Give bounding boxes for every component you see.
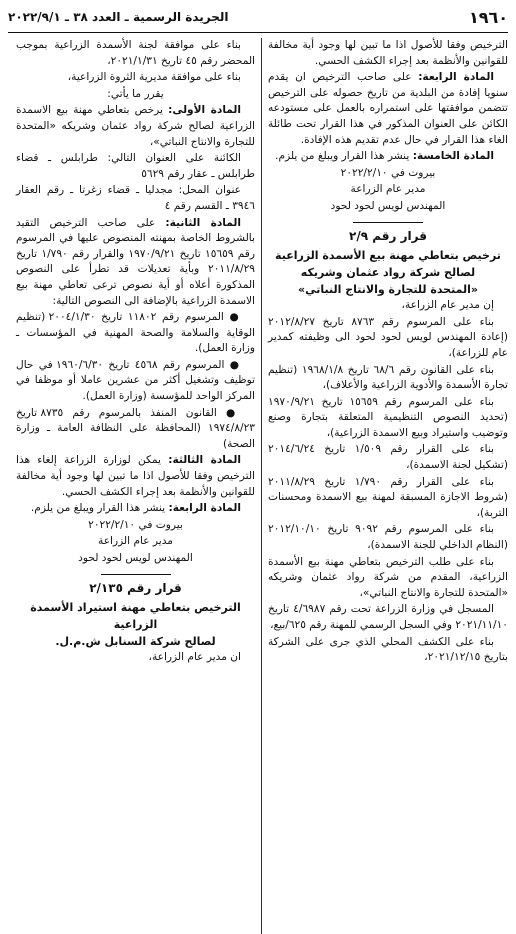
article-1-paragraph — [16, 103, 255, 150]
bullet-item: ● المرسوم رقم ٤٥٦٨ تاريخ ١٩٦٠/٦/٣٠ في حال توظيف وتشغيل أكثر من عشرين عاملا أو موظفا في المركز الواحد للمؤسسة (وزارة العمل). — [16, 358, 255, 405]
legal-basis-item: بناء على القانون رقم ٦٨/٦ تاريخ ١٩٦٨/١/٨ (تنظيم تجارة الأسمدة والأدوية الزراعية والأعلاف)، — [268, 363, 508, 392]
article-title: المادة الثانية: — [165, 216, 241, 229]
legal-basis-item: المسجل في وزارة الزراعة تحت رقم ٤/٦٩٨٧ تاريخ ٢٠٢١/١١/١٠ وفي السجل الرسمي للمهنة رقم ٦٢٥/بيع، — [268, 603, 508, 631]
address-line: الكائنة على العنوان التالي: طرابلس ـ قضاء طرابلس ـ عقار رقم ٥٦٢٩ — [16, 152, 255, 180]
decision-subtitle: «المتحدة للتجارة والانتاج النباتي» — [298, 283, 478, 297]
place-date: بيروت في ٢٠٢٢/٢/١٠ — [88, 518, 183, 531]
article-5-paragraph — [268, 149, 508, 165]
decision-subtitle: ترخيص بتعاطي مهنة بيع الأسمدة الزراعية — [275, 249, 501, 263]
signer-name: المهندس لويس لحود لحود — [330, 199, 446, 212]
decision-intro: إن مدير عام الزراعة، — [401, 299, 494, 312]
legal-basis-item: بناء على الكشف المحلي الذي جرى على الشركة بتاريخ ٢٠٢١/١٢/١٥، — [268, 635, 508, 664]
section-separator — [101, 574, 171, 575]
legal-basis-item: بناء على المرسوم رقم ٨٧٦٣ تاريخ ٢٠١٢/٨/٢٧ (إعادة المهندس لويس لحود لحود الى وظيفته كمدير عام للزراعة)، — [268, 315, 508, 359]
journal-issue: الجريدة الرسمية ـ العدد ٣٨ ـ ٢٠٢٢/٩/١ — [8, 10, 229, 24]
page-number: ١٩٦٠ — [468, 7, 508, 27]
left-column — [16, 38, 262, 934]
header-rule — [8, 32, 508, 33]
right-column — [262, 38, 508, 934]
decision-intro: ان مدير عام الزراعة، — [148, 651, 241, 664]
article-title: المادة الثالثة: — [168, 454, 241, 467]
article-text: ينشر هذا القرار ويبلغ من يلزم. — [30, 502, 166, 515]
legal-basis-item: بناء على القرار رقم ١/٧٩٠ تاريخ ٢٠١١/٨/٢٩ (شروط الاجازة المسبقة لمهنة بيع الاسمدة ومحسنات التربة)، — [268, 475, 508, 519]
article-title: المادة الأولى: — [168, 104, 242, 117]
signer-name: المهندس لويس لحود لحود — [78, 552, 193, 564]
article-3-paragraph — [16, 453, 255, 500]
article-4-paragraph — [268, 70, 508, 148]
article-text: يرخص بتعاطي مهنة بيع الاسمدة الزراعية لصالح شركة رواد عثمان وشريكه «المتحدة للتجارة والانتاج النباتي»، — [16, 104, 255, 148]
bullet-item: ● المرسوم رقم ١١٨٠٢ تاريخ ٢٠٠٤/١/٣٠ (تنظيم الوقاية والسلامة والصحة المهنية في المؤسسات ـ وزارة العمل). — [16, 310, 255, 357]
article-2-paragraph — [16, 216, 255, 310]
page-header — [8, 6, 508, 28]
article-text: يمكن لوزارة الزراعة إلغاء هذا الترخيص وفقا للأصول اذا ما تبين لها وجود أية مخالفة للقوانين والأنظمة بعد إجراء الكشف الحسي. — [16, 454, 255, 498]
legal-basis-item: بناء على موافقة مديرية الثروة الزراعية، — [67, 71, 241, 84]
decision-subtitle: لصالح شركة السنابل ش.م.ل. — [55, 635, 216, 649]
place-date: بيروت في ٢٠٢٢/٢/١٠ — [340, 166, 436, 179]
decision-title: قرار رقم ٢/١٣٥ — [89, 580, 182, 595]
columns — [8, 38, 508, 934]
article-text: ينشر هذا القرار ويبلغ من يلزم. — [275, 150, 410, 163]
legal-basis-item: بناء على المرسوم رقم ١٥٦٥٩ تاريخ ١٩٧٠/٩/٢١ (تحديد النصوص التنظيمية المتعلقة بتجارة وصنع وتوضيب واستيراد وبيع الاسمدة الزراعية)، — [268, 395, 508, 439]
legal-basis-item: بناء على المرسوم رقم ٩٠٩٢ تاريخ ٢٠١٢/١٠/١٠ (النظام الداخلي للجنة الاسمدة)، — [268, 523, 508, 552]
article-4-paragraph — [16, 501, 255, 517]
signer-title: مدير عام الزراعة — [98, 535, 173, 548]
legal-basis-item: بناء على موافقة لجنة الأسمدة الزراعية بموجب المحضر رقم ٤٥ تاريخ ٢٠٢١/١/٣١، — [16, 39, 255, 67]
decides-heading: يقرر ما يأتي: — [107, 87, 164, 100]
bullet-item: ● القانون المنفذ بالمرسوم رقم ٨٧٣٥ تاريخ ١٩٧٤/٨/٢٣ (المحافظة على النظافة العامة ـ وزارة الصحة) — [16, 406, 255, 453]
decision-subtitle: لصالح شركة رواد عثمان وشريكه — [300, 266, 476, 280]
article-text: على صاحب الترخيص التقيد بالشروط الخاصة بمهنته المنصوص عليها في المرسوم رقم ١٥٦٥٩ تاريخ ١٩٧٠/٩/٢١ والقرار رقم ١/٧٩٠ تاريخ ٢٠١١/٨/٢٩ وبأية تعديلات قد تطرأ على النصوص المذكورة أعلاه أو أية نصوص ترعى تعاطي مهنة بيع الاسمدة الزراعية بالإضافة الى النصوص التالية: — [16, 216, 255, 307]
decision-title: قرار رقم ٢/٩ — [349, 228, 427, 243]
section-separator — [353, 222, 423, 223]
article-title: المادة الخامسة: — [412, 150, 494, 163]
address-line: عنوان المحل: مجدليا ـ قضاء زغرتا ـ رقم العقار ٣٩٤٦ ـ القسم رقم ٤ — [16, 184, 255, 212]
decision-subtitle: الترخيص بتعاطي مهنة استيراد الأسمدة الزراعية — [30, 601, 241, 632]
legal-basis-item: بناء على القرار رقم ١/٥٠٩ تاريخ ٢٠١٤/٦/٢٤ (تشكيل لجنة الاسمدة)، — [268, 443, 508, 472]
signer-title: مدير عام الزراعة — [350, 183, 426, 196]
article-text: على صاحب الترخيص ان يقدم سنويا إفادة من البلدية من تاريخ حصوله على الترخيص تتضمن موافقتها على استمراره بالعمل على مستودعه الكائن على العنوان المذكور في هذا القرار تحت طائلة الغاء هذا القرار في حال عدم تقديم هذه الإفادة. — [268, 71, 508, 146]
legal-basis-item: بناء على طلب الترخيص بتعاطي مهنة بيع الأسمدة الزراعية، المقدم من شركة رواد عثمان وشريكه «المتحدة للتجارة والانتاج النباتي»، — [268, 555, 508, 599]
article-title: المادة الرابعة: — [168, 502, 241, 515]
continuation-text: الترخيص وفقا للأصول اذا ما تبين لها وجود أية مخالفة للقوانين والأنظمة بعد إجراء الكشف الحسي. — [268, 39, 508, 67]
article-title: المادة الرابعة: — [418, 71, 494, 84]
